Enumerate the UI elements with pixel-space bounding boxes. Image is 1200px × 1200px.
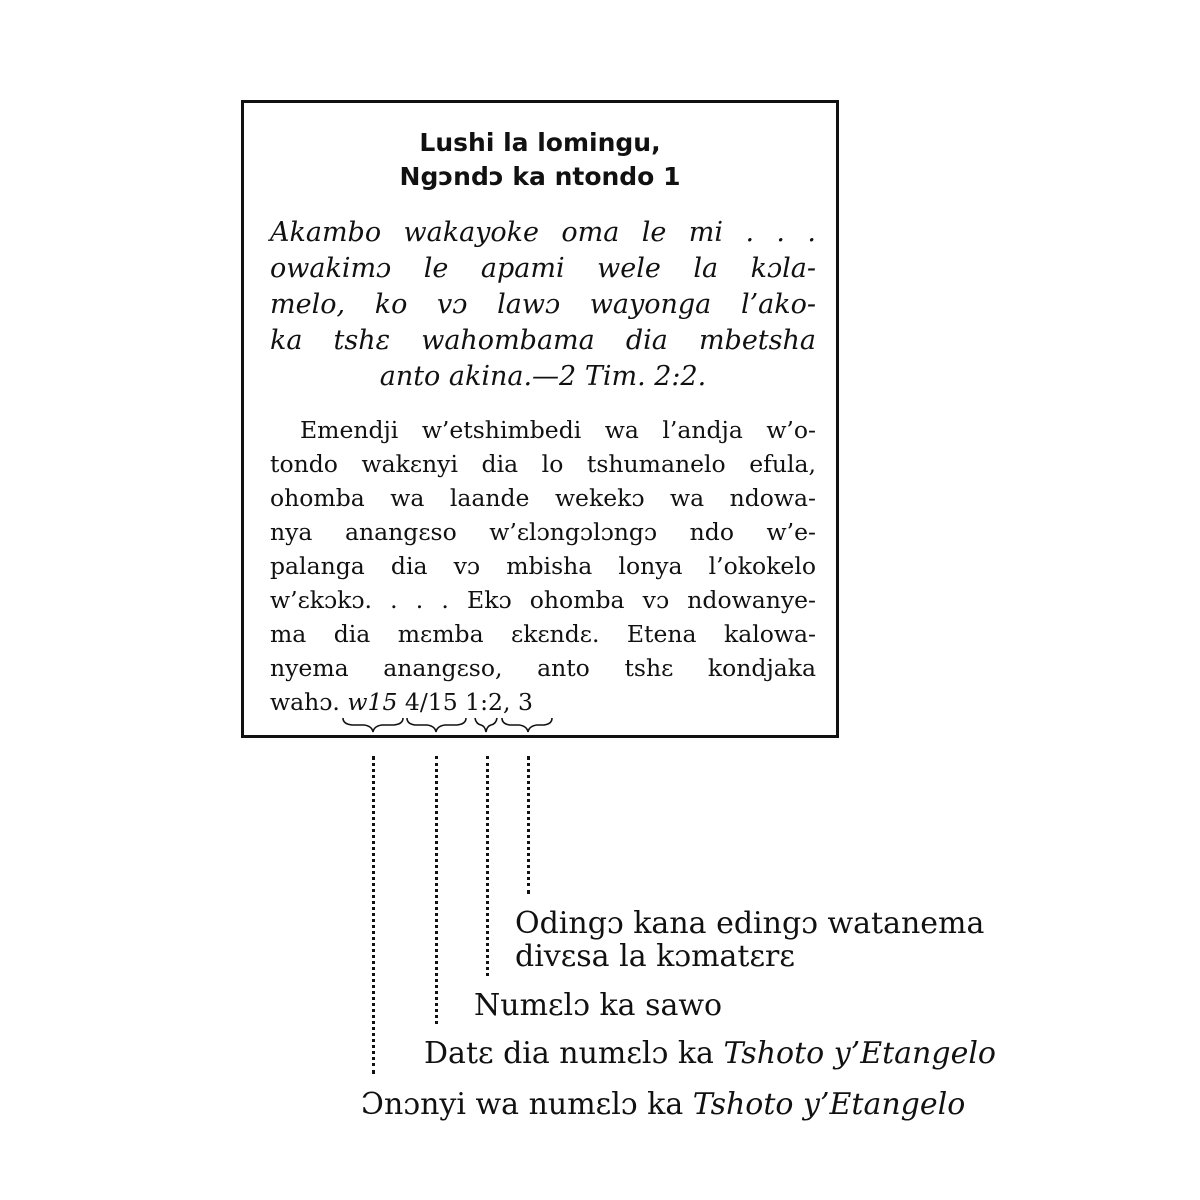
quote-line-citation: anto akina.—2 Tim. 2:2. [379, 361, 707, 392]
label-date-text: Datɛ dia numɛlɔ ka [424, 1036, 724, 1071]
quote-line: owakimɔ le apami wele la kɔla- [270, 253, 816, 284]
brace-paragraph [502, 718, 552, 732]
quote-line: ka tshɛ wahombama dia mbetsha [270, 325, 816, 356]
issue-symbol: w15 [347, 688, 398, 716]
label-symbol [361, 1088, 965, 1121]
date-heading-line1: Lushi la lomingu, [419, 128, 661, 157]
label-page: Numɛlɔ ka sawo [474, 988, 723, 1023]
paragraph-line: Emendji w’etshimbedi wa l’andja w’o- [300, 416, 816, 444]
leader-issue-date [435, 756, 442, 1024]
label-paragraph-line2: divɛsa la kɔmatɛrɛ [515, 939, 795, 974]
paragraph-extra: 3 [517, 688, 533, 716]
label-symbol-text: Ɔnɔnyi wa numɛlɔ ka [361, 1087, 693, 1122]
leader-issue-symbol [372, 756, 379, 1074]
issue-date: 4/15 [404, 688, 458, 716]
leader-page [486, 756, 493, 976]
paragraph-line: ma dia mɛmba ɛkɛndɛ. Etena kalowa- [270, 620, 816, 648]
paragraph-line: tondo wakɛnyi dia lo tshumanelo efula, [270, 450, 816, 478]
date-heading-line2: Ngɔndɔ ka ntondo 1 [399, 162, 681, 191]
paragraph-line: palanga dia vɔ mbisha lonya l’okokelo [270, 552, 816, 580]
paragraph-line: w’ɛkɔkɔ. . . . Ekɔ ohomba vɔ ndowanye- [270, 586, 816, 614]
label-date-publication: Tshoto y’Etangelo [723, 1036, 996, 1071]
brace-page [475, 718, 497, 732]
label-date [424, 1037, 996, 1070]
paragraph-end-word: wahɔ. [270, 688, 340, 716]
paragraph-line: ohomba wa laande wekekɔ wa ndowa- [270, 484, 816, 512]
label-paragraph: Odingɔ kana edingɔ watanema [515, 906, 985, 941]
paragraph-line: nya anangɛso w’ɛlɔngɔlɔngɔ ndo w’e- [270, 518, 816, 546]
page-and-paragraph: 1:2, [465, 688, 511, 716]
quote-line: melo, ko vɔ lawɔ wayonga l’ako- [270, 289, 816, 320]
label-symbol-publication: Tshoto y’Etangelo [692, 1087, 966, 1122]
brace-issue-symbol [343, 718, 403, 732]
paragraph-line: nyema anangɛso, anto tshɛ kondjaka [270, 654, 816, 682]
brace-issue-date [407, 718, 466, 732]
quote-line: Akambo wakayoke oma le mi . . . [270, 217, 816, 248]
leader-paragraph [527, 756, 534, 894]
